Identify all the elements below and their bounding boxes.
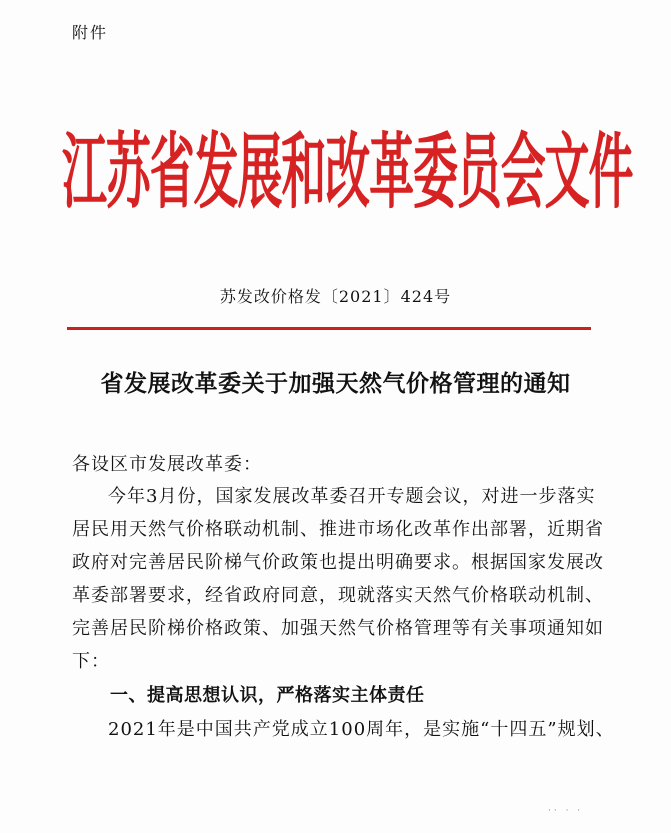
red-divider-line	[67, 327, 591, 330]
notice-title: 省发展改革委关于加强天然气价格管理的通知	[100, 371, 571, 397]
paragraph-line: 政府对完善居民阶梯气价政策也提出明确要求。根据国家发展改	[72, 552, 604, 573]
paragraph-line: 2021年是中国共产党成立100周年，是实施“十四五”规划、	[108, 719, 615, 740]
paragraph-1	[72, 480, 612, 678]
document-number: 苏发改价格发〔2021〕424号	[219, 287, 452, 306]
paragraph-line: 革委部署要求，经省政府同意，现就落实天然气价格联动机制、	[72, 585, 604, 606]
paragraph-line: 完善居民阶梯价格政策、加强天然气价格管理等有关事项通知如	[72, 618, 604, 639]
paragraph-2	[72, 713, 615, 746]
attachment-label: 附件	[72, 23, 109, 42]
agency-header-title: 江苏省发展和改革委员会文件	[62, 124, 633, 220]
scan-artifact-mark: ·· · ·	[548, 806, 584, 816]
paragraph-line: 下：	[72, 651, 110, 672]
salutation: 各设区市发展改革委：	[72, 454, 262, 475]
section-1-heading: 一、提高思想认识，严格落实主体责任	[110, 685, 425, 706]
paragraph-line: 居民用天然气价格联动机制、推进市场化改革作出部署，近期省	[72, 519, 604, 540]
paragraph-line: 今年3月份，国家发展改革委召开专题会议，对进一步落实	[108, 486, 596, 507]
